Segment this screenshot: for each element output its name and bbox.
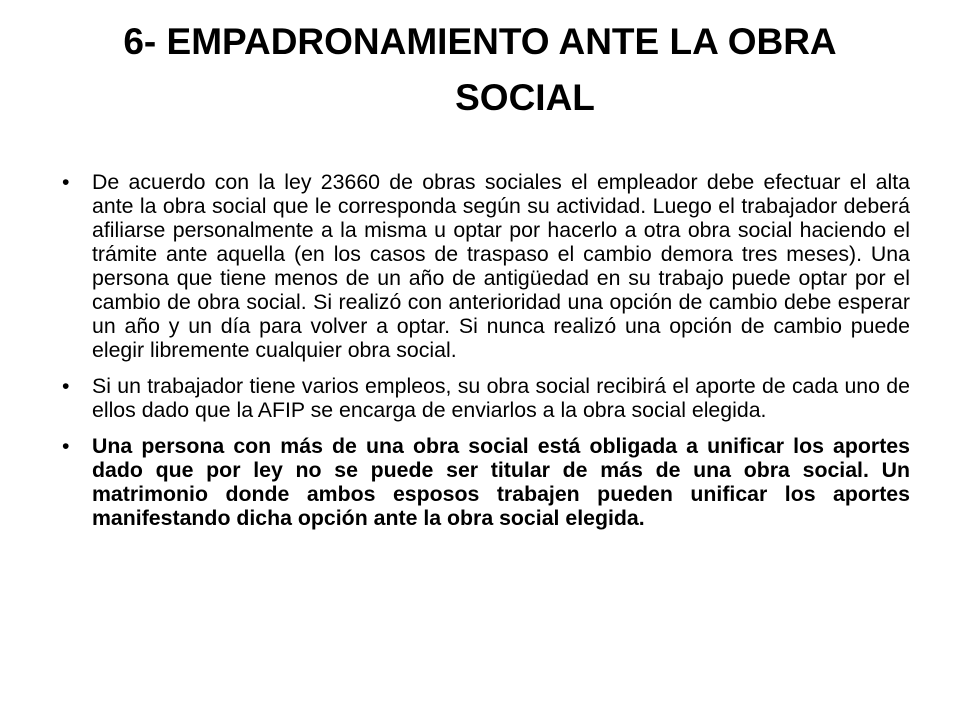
bullet-item-3 [62,434,910,530]
bullet-item-2 [62,374,910,422]
bullet-item-1 [62,170,910,362]
bullet-text-1: De acuerdo con la ley 23660 de obras sociales el empleador debe efectuar el alta ante la obra social que le corresponda según su actividad. Luego el trabajador deberá afiliarse personalmente a la misma u optar por hacerlo a otra obra social haciendo el trámite ante aquella (en los casos de traspaso el cambio demora tres meses). Una persona que tiene menos de un año de antigüedad en su trabajo puede optar por el cambio de obra social. Si realizó con anterioridad una opción de cambio debe esperar un año y un día para volver a optar. Si nunca realizó una opción de cambio puede elegir libremente cualquier obra social. [92,170,910,362]
bullet-marker: • [62,374,70,398]
bullet-marker: • [62,434,70,458]
bullet-marker: • [62,170,70,194]
bullet-text-3: Una persona con más de una obra social está obligada a unificar los aportes dado que por ley no se puede ser titular de más de una obra social. Un matrimonio donde ambos esposos trabajen pueden unificar los aportes manifestando dicha opción ante la obra social elegida. [92,434,910,530]
title-line-1: 6- EMPADRONAMIENTO ANTE LA OBRA [123,21,837,62]
bullet-text-2: Si un trabajador tiene varios empleos, su obra social recibirá el aporte de cada uno de ellos dado que la AFIP se encarga de enviarlos a la obra social elegida. [92,374,910,422]
bullet-list [62,170,910,542]
title-line-2: SOCIAL [455,77,595,118]
slide-title [40,14,920,126]
